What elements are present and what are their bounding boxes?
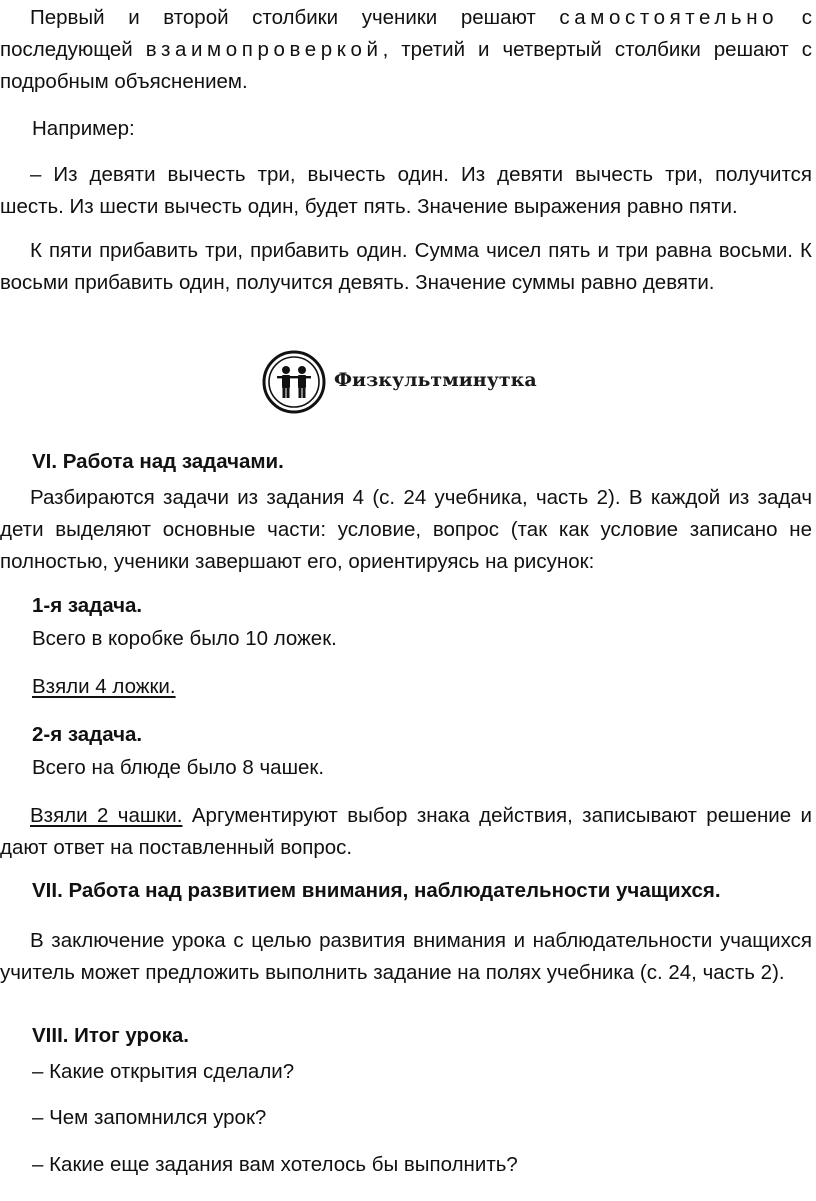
two-children-icon [262,350,326,414]
task-1-line-2: Взяли 4 ложки. [32,675,176,698]
task-2-rest: Аргументируют выбор знака действия, записывают решение и дают ответ на поставленный вопрос. [0,804,812,859]
task-1-title: 1-я задача. [32,594,143,617]
task-2-paragraph [0,800,812,864]
section-6-paragraph: Разбираются задачи из задания 4 (с. 24 учебника, часть 2). В каждой из задач дети выделяют основные части: условие, вопрос (так как условие записано не полностью, ученики завершают его, ориентируясь на рисунок: [0,486,812,573]
section-7-heading: VII. Работа над развитием внимания, наблюдательности учащихся. [32,879,721,902]
example-paragraph-1: – Из девяти вычесть три, вычесть один. Из девяти вычесть три, получится шесть. Из шести вычесть один, будет пять. Значение выражения равно пяти. [0,163,812,218]
task-2-underlined: Взяли 2 чашки. [30,804,183,827]
section-8-heading: VIII. Итог урока. [32,1024,189,1047]
task-2-line-1: Всего на блюде было 8 чашек. [32,756,325,779]
section-6-heading: VI. Работа над задачами. [32,450,284,473]
task-2-title: 2-я задача. [32,723,143,746]
example-label: Например: [32,117,135,140]
section-7-paragraph: В заключение урока с целью развития внимания и наблюдательности учащихся учитель может предложить выполнить задание на полях учебника (с. 24, часть 2). [0,929,812,984]
intro-text-2: с последующей [0,6,812,61]
example-paragraph-2: К пяти прибавить три, прибавить один. Сумма чисел пять и три равна восьми. К восьми прибавить один, получится девять. Значение суммы равно девяти. [0,239,812,294]
question-1: – Какие открытия сделали? [32,1060,295,1083]
intro-paragraph [0,2,812,98]
task-1-line-1: Всего в коробке было 10 ложек. [32,627,337,650]
question-2: – Чем запомнился урок? [32,1106,267,1129]
question-3: – Какие еще задания вам хотелось бы выполнить? [32,1153,518,1176]
intro-text-1: Первый и второй столбики ученики решают [30,6,560,29]
intro-spaced-word-1: самостоятельно [559,6,779,29]
intro-text-3: , третий и четвертый столбики решают с подробным объяснением. [0,38,812,93]
intro-spaced-word-2: взаимопроверкой [145,38,383,61]
emblem-label: Физкультминутка [334,369,537,391]
